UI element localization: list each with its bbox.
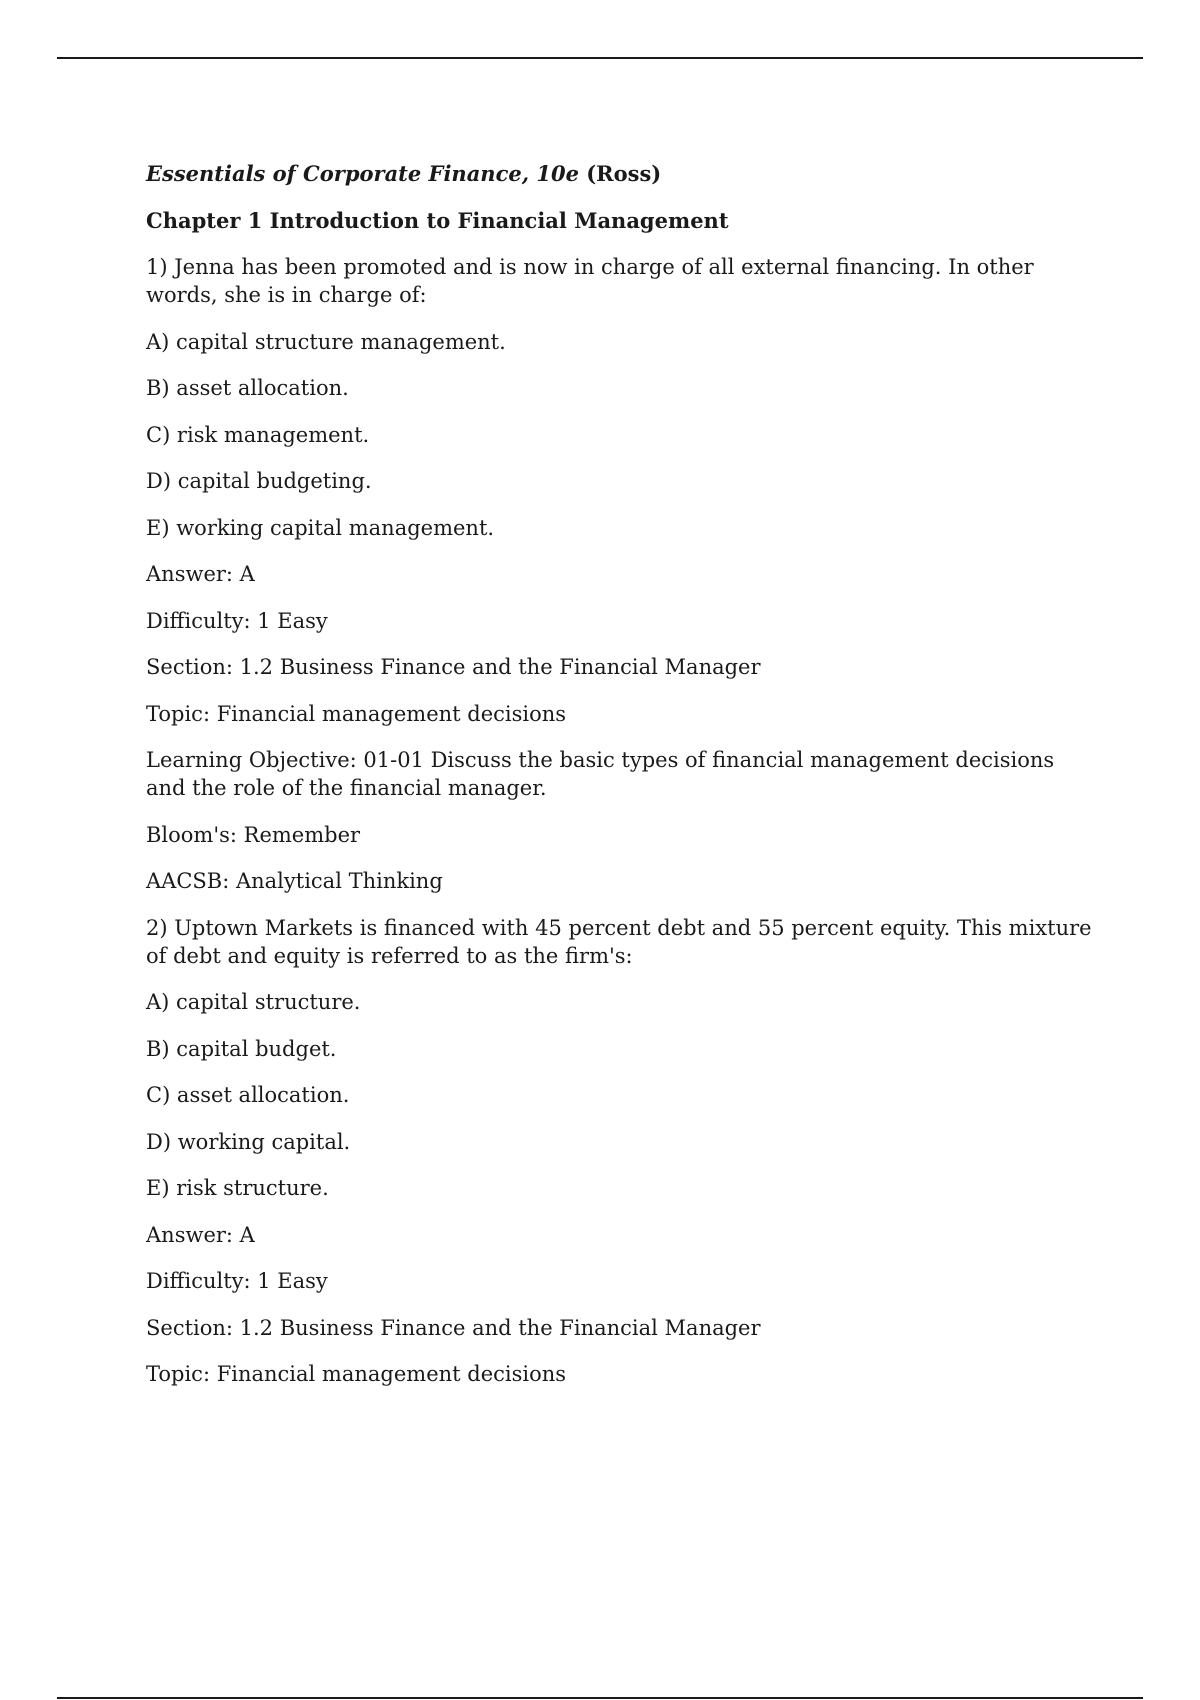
answer-option: D) capital budgeting.	[146, 469, 372, 493]
answer-option: B) capital budget.	[146, 1036, 337, 1061]
document-body	[146, 160, 1096, 1407]
section: Section: 1.2 Business Finance and the Financial Manager	[146, 1315, 761, 1340]
book-author: (Ross)	[578, 161, 662, 186]
answer-key: Answer: A	[146, 1222, 255, 1247]
blooms: Bloom's: Remember	[146, 822, 361, 847]
difficulty: Difficulty: 1 Easy	[146, 608, 328, 633]
answer-option: E) working capital management.	[146, 515, 495, 540]
answer-option: A) capital structure.	[146, 990, 361, 1014]
topic: Topic: Financial management decisions	[146, 701, 567, 726]
answer-option: C) risk management.	[146, 422, 370, 447]
answer-key: Answer: A	[146, 562, 255, 586]
chapter-heading: Chapter 1 Introduction to Financial Management	[146, 207, 729, 233]
answer-option: D) working capital.	[146, 1129, 351, 1154]
aacsb: AACSB: Analytical Thinking	[146, 869, 443, 893]
section: Section: 1.2 Business Finance and the Financial Manager	[146, 655, 761, 679]
book-title	[146, 160, 1096, 188]
question-stem: 2) Uptown Markets is financed with 45 percent debt and 55 percent equity. This mixture of debt and equity is referred to as the firm's:	[146, 915, 1092, 968]
learning-objective: Learning Objective: 01-01 Discuss the basic types of financial management decisions and the role of the financial manager.	[146, 748, 1055, 800]
top-rule	[57, 57, 1143, 59]
answer-option: A) capital structure management.	[146, 329, 506, 354]
bottom-rule	[57, 1697, 1143, 1699]
answer-option: B) asset allocation.	[146, 376, 349, 400]
answer-option: E) risk structure.	[146, 1176, 329, 1200]
book-title-italic: Essentials of Corporate Finance, 10e	[146, 161, 579, 186]
topic: Topic: Financial management decisions	[146, 1362, 567, 1386]
question-stem: 1) Jenna has been promoted and is now in charge of all external financing. In other words, she is in charge of:	[146, 255, 1034, 307]
difficulty: Difficulty: 1 Easy	[146, 1269, 328, 1293]
answer-option: C) asset allocation.	[146, 1083, 350, 1107]
